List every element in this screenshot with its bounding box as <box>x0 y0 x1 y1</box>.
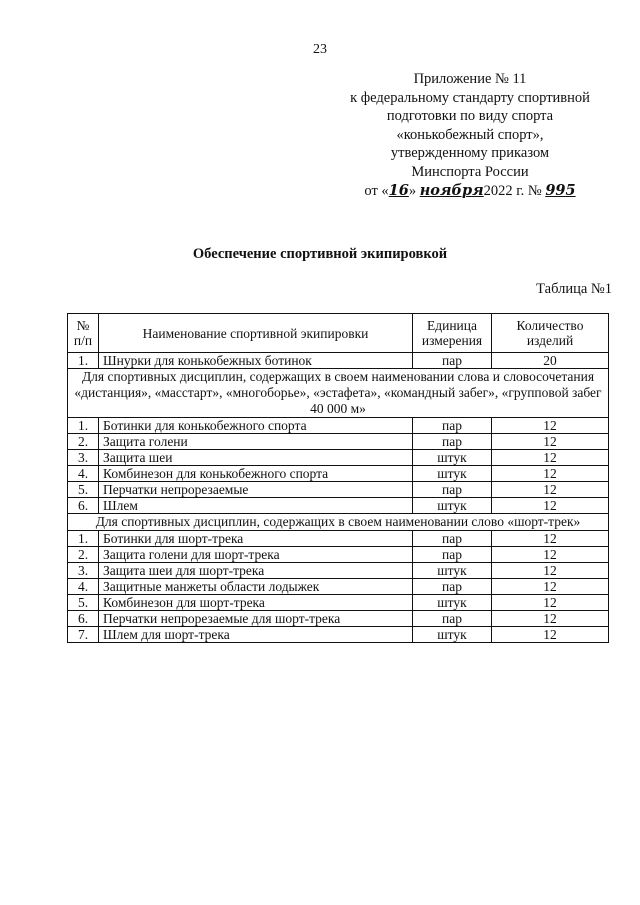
quantity: 12 <box>492 547 609 563</box>
quantity: 12 <box>492 418 609 434</box>
row-number: 4. <box>68 579 99 595</box>
unit-of-measure: штук <box>413 595 492 611</box>
equipment-name: Комбинезон для шорт-трека <box>99 595 413 611</box>
table-row <box>68 466 609 482</box>
unit-of-measure: штук <box>413 498 492 514</box>
handwritten-month: ноября <box>419 181 484 199</box>
order-mid: » <box>408 182 420 199</box>
table-row <box>68 563 609 579</box>
equipment-name: Ботинки для шорт-трека <box>99 531 413 547</box>
unit-of-measure: пар <box>413 611 492 627</box>
table-row <box>68 547 609 563</box>
unit-of-measure: пар <box>413 482 492 498</box>
quantity: 12 <box>492 579 609 595</box>
table-row <box>68 418 609 434</box>
appendix-block <box>330 70 610 200</box>
equipment-name: Защита шеи <box>99 450 413 466</box>
appendix-line: к федеральному стандарту спортивной <box>350 89 590 106</box>
unit-of-measure: пар <box>413 418 492 434</box>
quantity: 12 <box>492 482 609 498</box>
section-heading: Для спортивных дисциплин, содержащих в своем наименовании слова и словосочетания «дистанция», «масстарт», «многоборье», «эстафета», «командный забег», «групповой забег 40 000 м» <box>68 369 609 418</box>
quantity: 12 <box>492 450 609 466</box>
header-name: Наименование спортивной экипировки <box>99 314 413 353</box>
quantity: 12 <box>492 627 609 643</box>
row-number: 2. <box>68 434 99 450</box>
equipment-name: Защита голени <box>99 434 413 450</box>
table-body <box>68 353 609 643</box>
equipment-name: Защитные манжеты области лодыжек <box>99 579 413 595</box>
quantity: 12 <box>492 498 609 514</box>
row-number: 2. <box>68 547 99 563</box>
unit-of-measure: пар <box>413 353 492 369</box>
equipment-name: Шлем для шорт-трека <box>99 627 413 643</box>
equipment-name: Ботинки для конькобежного спорта <box>99 418 413 434</box>
table-row <box>68 450 609 466</box>
equipment-name: Защита шеи для шорт-трека <box>99 563 413 579</box>
row-number: 4. <box>68 466 99 482</box>
unit-of-measure: штук <box>413 466 492 482</box>
quantity: 12 <box>492 595 609 611</box>
row-number: 3. <box>68 563 99 579</box>
quantity: 12 <box>492 611 609 627</box>
handwritten-number: 995 <box>545 181 576 199</box>
table-row <box>68 434 609 450</box>
appendix-line: Приложение № 11 <box>413 71 527 87</box>
header-qty: Количество изделий <box>492 314 609 353</box>
appendix-line: «конькобежный спорт», <box>396 126 544 143</box>
section-heading: Для спортивных дисциплин, содержащих в своем наименовании слово «шорт-трек» <box>68 514 609 531</box>
handwritten-day: 16 <box>388 181 409 199</box>
row-number: 1. <box>68 418 99 434</box>
section-row <box>68 369 609 418</box>
unit-of-measure: пар <box>413 434 492 450</box>
table-row <box>68 595 609 611</box>
row-number: 5. <box>68 595 99 611</box>
equipment-name: Перчатки непрорезаемые для шорт-трека <box>99 611 413 627</box>
row-number: 7. <box>68 627 99 643</box>
page-number: 23 <box>313 42 327 57</box>
table-row <box>68 531 609 547</box>
order-year: 2022 г. № <box>483 182 542 199</box>
section-row <box>68 514 609 531</box>
table-row <box>68 498 609 514</box>
document-title: Обеспечение спортивной экипировкой <box>192 246 448 262</box>
unit-of-measure: штук <box>413 627 492 643</box>
equipment-name: Шлем <box>99 498 413 514</box>
unit-of-measure: пар <box>413 547 492 563</box>
table-row <box>68 611 609 627</box>
unit-of-measure: штук <box>413 563 492 579</box>
quantity: 12 <box>492 466 609 482</box>
header-unit: Единица измерения <box>413 314 492 353</box>
row-number: 6. <box>68 498 99 514</box>
quantity: 12 <box>492 531 609 547</box>
order-date-number <box>330 182 610 201</box>
quantity: 12 <box>492 563 609 579</box>
table-row <box>68 579 609 595</box>
order-prefix: от « <box>364 182 389 199</box>
appendix-line: подготовки по виду спорта <box>386 108 554 125</box>
appendix-line: утвержденному приказом <box>390 145 550 162</box>
row-number: 1. <box>68 531 99 547</box>
equipment-name: Комбинезон для конькобежного спорта <box>99 466 413 482</box>
equipment-table <box>67 313 609 643</box>
quantity: 12 <box>492 434 609 450</box>
header-num: № п/п <box>68 314 99 353</box>
equipment-name: Перчатки непрорезаемые <box>99 482 413 498</box>
table-row <box>68 627 609 643</box>
equipment-name: Защита голени для шорт-трека <box>99 547 413 563</box>
table-row <box>68 353 609 369</box>
unit-of-measure: пар <box>413 531 492 547</box>
table-header-row <box>68 314 609 353</box>
unit-of-measure: штук <box>413 450 492 466</box>
equipment-name: Шнурки для конькобежных ботинок <box>99 353 413 369</box>
table-label: Таблица №1 <box>536 281 612 297</box>
row-number: 1. <box>68 353 99 369</box>
appendix-line: Минспорта России <box>411 163 529 180</box>
row-number: 5. <box>68 482 99 498</box>
table-row <box>68 482 609 498</box>
row-number: 6. <box>68 611 99 627</box>
unit-of-measure: пар <box>413 579 492 595</box>
quantity: 20 <box>492 353 609 369</box>
row-number: 3. <box>68 450 99 466</box>
